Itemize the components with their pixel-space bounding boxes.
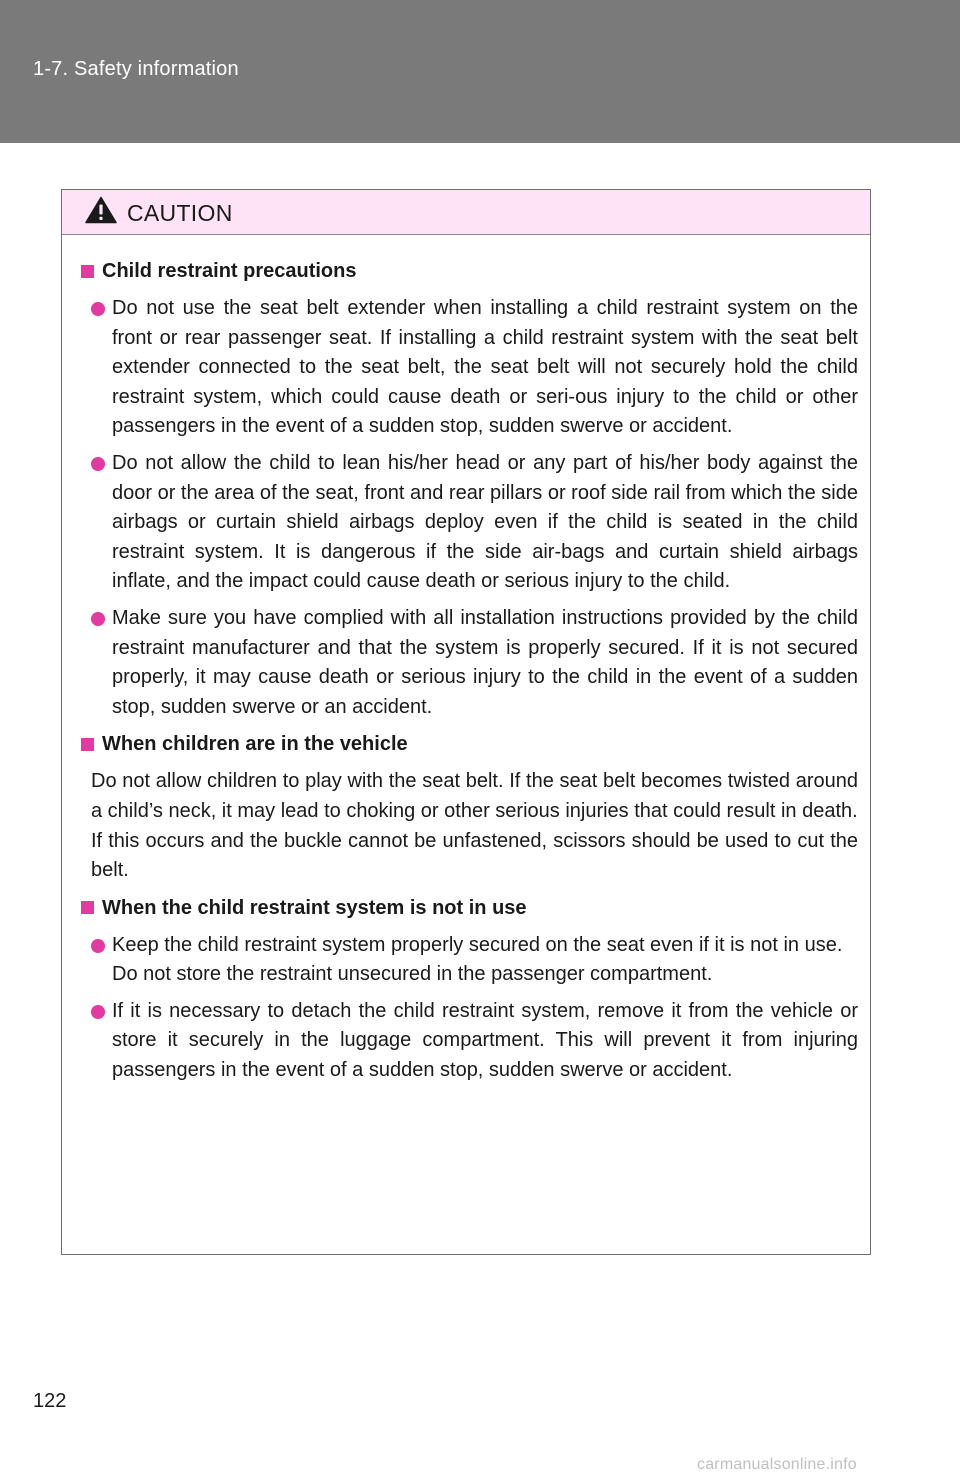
section-heading-text: Child restraint precautions [102, 260, 357, 282]
list-item [81, 604, 858, 722]
list-item [81, 449, 858, 597]
square-bullet-icon [81, 901, 94, 914]
caution-box [61, 189, 871, 1255]
caution-label: CAUTION [127, 200, 233, 226]
circle-bullet-icon [91, 302, 105, 316]
paragraph-text: Do not allow children to play with the seat belt. If the seat belt becomes twisted around a child’s neck, it may lead to choking or other serious injuries that could result in death. [91, 770, 858, 822]
section-heading [81, 729, 858, 759]
page-header [0, 0, 960, 143]
caution-body [62, 235, 870, 1086]
circle-bullet-icon [91, 612, 105, 626]
warning-triangle-icon [85, 196, 117, 224]
section-heading-text: When children are in the vehicle [102, 733, 408, 756]
list-item-text: Do not allow the child to lean his/her head or any part of his/her body against the door or the area of the seat, front and rear pillars or roof side rail from which the side airbags or curtain shield airbags deploy even if the child is seated in the child restraint system. It is dangerous if the side air-bags and curtain shield airbags inflate, and the impact could cause death or serious injury to the child. [112, 451, 858, 593]
list-item [81, 931, 858, 990]
watermark: carmanualsonline.info [697, 1456, 857, 1473]
list-item [81, 294, 858, 442]
list-item-text: Do not store the restraint unsecured in the passenger compartment. [112, 963, 713, 986]
list-item-text: Keep the child restraint system properly secured on the seat even if it is not in use. [112, 933, 843, 956]
section-heading [81, 893, 858, 923]
section-heading-text: When the child restraint system is not in use [102, 896, 527, 919]
section-heading [81, 256, 858, 286]
page-number: 122 [33, 1390, 67, 1412]
list-item-text: Do not use the seat belt extender when installing a child restraint system on the front or rear passenger seat. If installing a child restraint system with the seat belt extender connected to the seat belt, the seat belt will not securely hold the child restraint system, which could cause death or seri-ous injury to the child or other passengers in the event of a sudden stop, sudden swerve or accident. [112, 297, 858, 438]
circle-bullet-icon [91, 1005, 105, 1019]
list-item-text: Make sure you have complied with all installation instructions provided by the child restraint manufacturer and that the system is properly secured. If it is not secured properly, it may cause death or serious injury to the child in the event of a sudden stop, sudden swerve or an accident. [112, 606, 858, 718]
section-title: 1-7. Safety information [33, 58, 239, 80]
circle-bullet-icon [91, 457, 105, 471]
list-item-content [112, 931, 858, 990]
list-item [81, 997, 858, 1086]
paragraph-text: If this occurs and the buckle cannot be unfastened, scissors should be used to cut the belt. [91, 829, 858, 882]
list-item-text: If it is necessary to detach the child restraint system, remove it from the vehicle or store it securely in the luggage compartment. This will prevent it from injuring passengers in the event of a sudden stop, sudden swerve or accident. [112, 999, 858, 1082]
square-bullet-icon [81, 265, 94, 278]
circle-bullet-icon [91, 939, 105, 953]
square-bullet-icon [81, 738, 94, 751]
caution-header [62, 190, 870, 235]
paragraph [81, 767, 858, 885]
